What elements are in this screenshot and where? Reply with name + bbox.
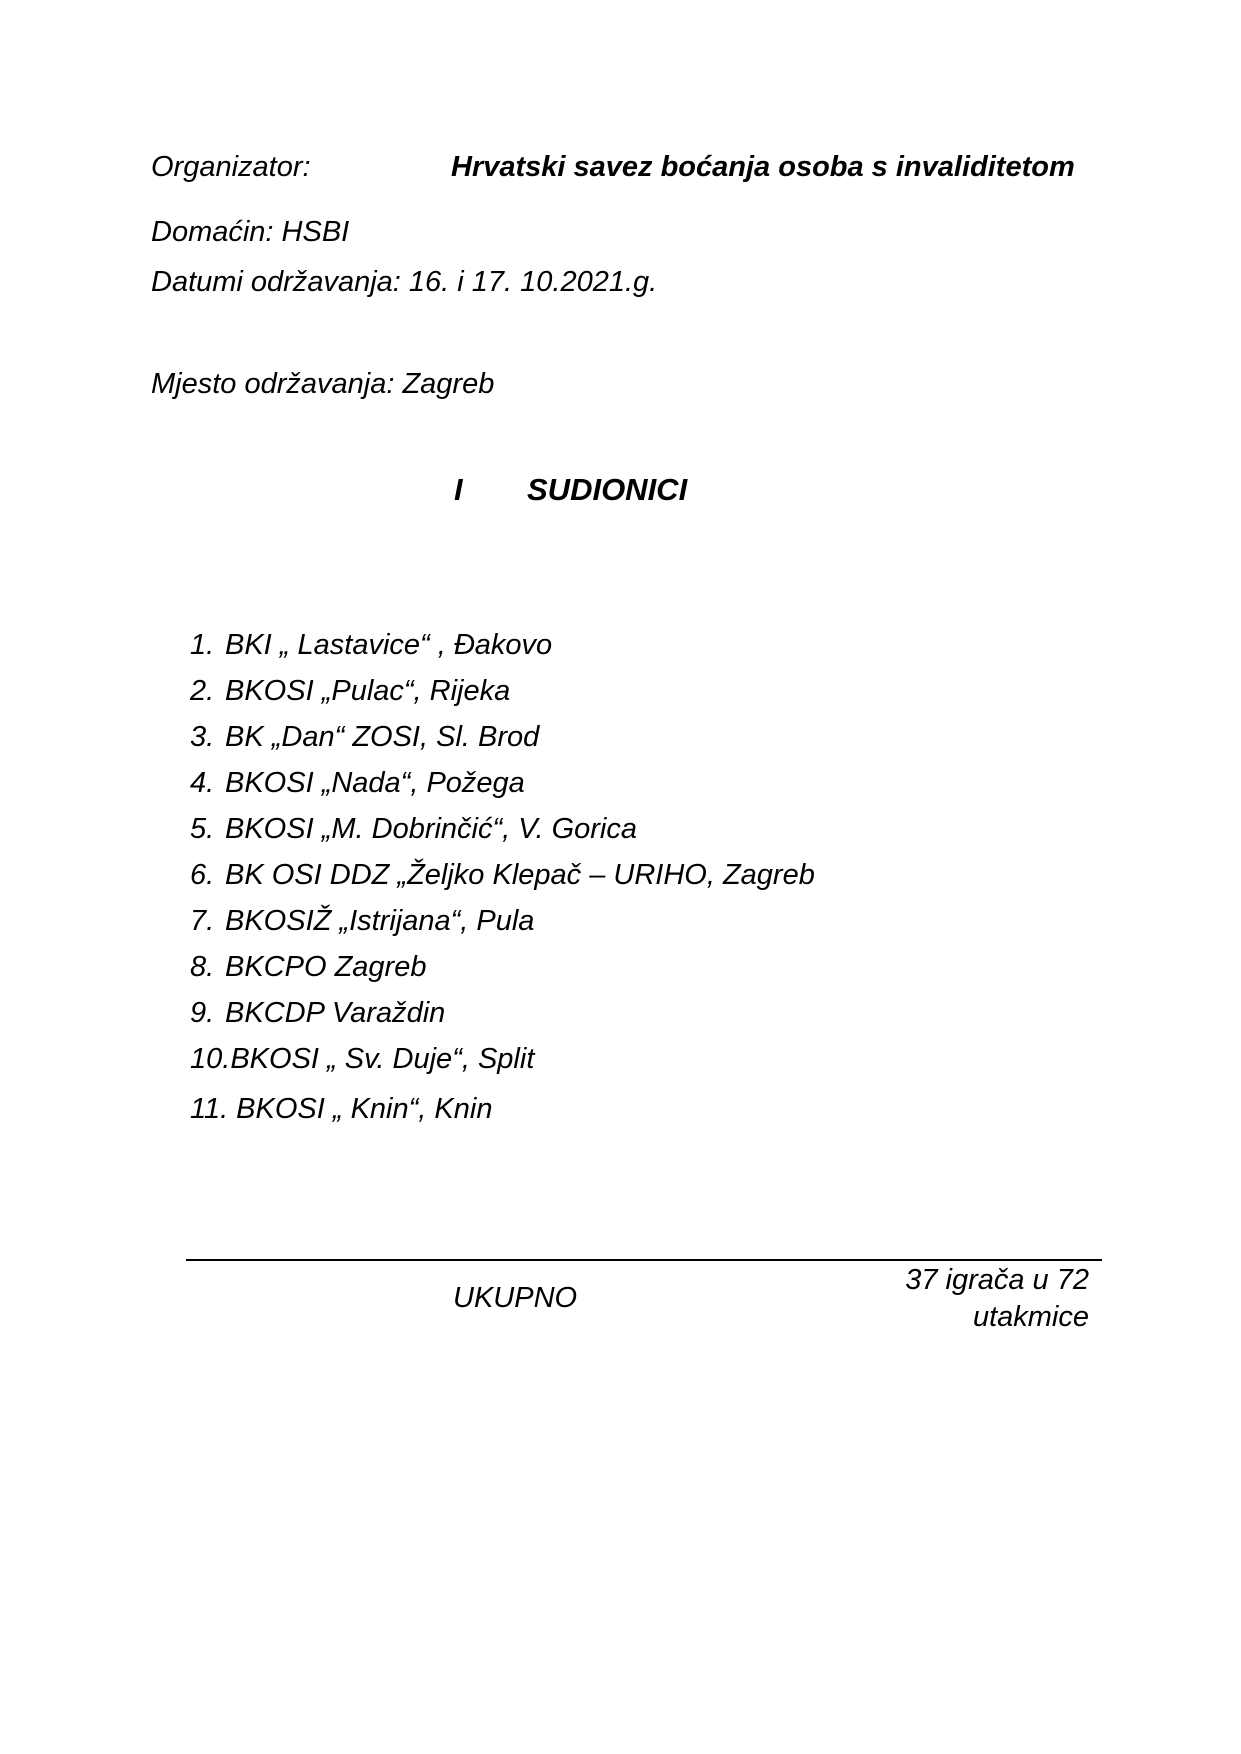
total-value bbox=[849, 1262, 1089, 1336]
total-divider bbox=[186, 1259, 1102, 1261]
section-number: I bbox=[454, 472, 463, 507]
organizer-value: Hrvatski savez boćanja osoba s invaliditetom bbox=[451, 151, 1075, 183]
item-name: BKOSI „M. Dobrinčić“, V. Gorica bbox=[225, 813, 637, 845]
item-name: BKOSI „ Knin“, Knin bbox=[236, 1093, 493, 1125]
list-item bbox=[190, 1095, 492, 1124]
item-number: 11. bbox=[190, 1093, 229, 1125]
item-name: BKOSI „Pulac“, Rijeka bbox=[225, 675, 511, 707]
item-number: 2. bbox=[190, 675, 215, 707]
list-item bbox=[190, 907, 534, 936]
list-item bbox=[190, 631, 552, 660]
total-value-line1: 37 igrača u 72 bbox=[905, 1264, 1089, 1296]
list-item bbox=[190, 677, 510, 706]
list-item bbox=[190, 999, 445, 1028]
total-label: UKUPNO bbox=[453, 1282, 578, 1314]
item-name: BKCPO Zagreb bbox=[225, 951, 427, 983]
total-value-line2: utakmice bbox=[972, 1301, 1089, 1334]
item-number: 9. bbox=[190, 997, 215, 1029]
item-name: BKOSI „ Sv. Duje“, Split bbox=[230, 1043, 535, 1075]
item-name: BK „Dan“ ZOSI, Sl. Brod bbox=[225, 721, 540, 753]
item-number: 10. bbox=[190, 1043, 231, 1075]
item-name: BK OSI DDZ „Željko Klepač – URIHO, Zagreb bbox=[225, 859, 815, 891]
item-name: BKOSI „Nada“, Požega bbox=[225, 767, 525, 799]
dates-line: Datumi održavanja: 16. i 17. 10.2021.g. bbox=[151, 266, 658, 298]
item-name: BKI „ Lastavice“ , Đakovo bbox=[225, 629, 553, 661]
place-line: Mjesto održavanja: Zagreb bbox=[151, 368, 495, 400]
organizer-label: Organizator: bbox=[151, 151, 311, 183]
item-number: 5. bbox=[190, 813, 215, 845]
list-item bbox=[190, 815, 637, 844]
host-line: Domaćin: HSBI bbox=[151, 216, 350, 248]
section-title: SUDIONICI bbox=[527, 472, 688, 507]
item-number: 1. bbox=[190, 629, 215, 661]
item-number: 3. bbox=[190, 721, 215, 753]
list-item bbox=[190, 769, 525, 798]
item-number: 7. bbox=[190, 905, 215, 937]
item-number: 4. bbox=[190, 767, 215, 799]
item-number: 8. bbox=[190, 951, 215, 983]
list-item bbox=[190, 723, 539, 752]
list-item bbox=[190, 953, 426, 982]
item-name: BKCDP Varaždin bbox=[225, 997, 446, 1029]
list-item bbox=[190, 1045, 534, 1074]
list-item bbox=[190, 861, 815, 890]
item-name: BKOSIŽ „Istrijana“, Pula bbox=[225, 905, 535, 937]
item-number: 6. bbox=[190, 859, 215, 891]
